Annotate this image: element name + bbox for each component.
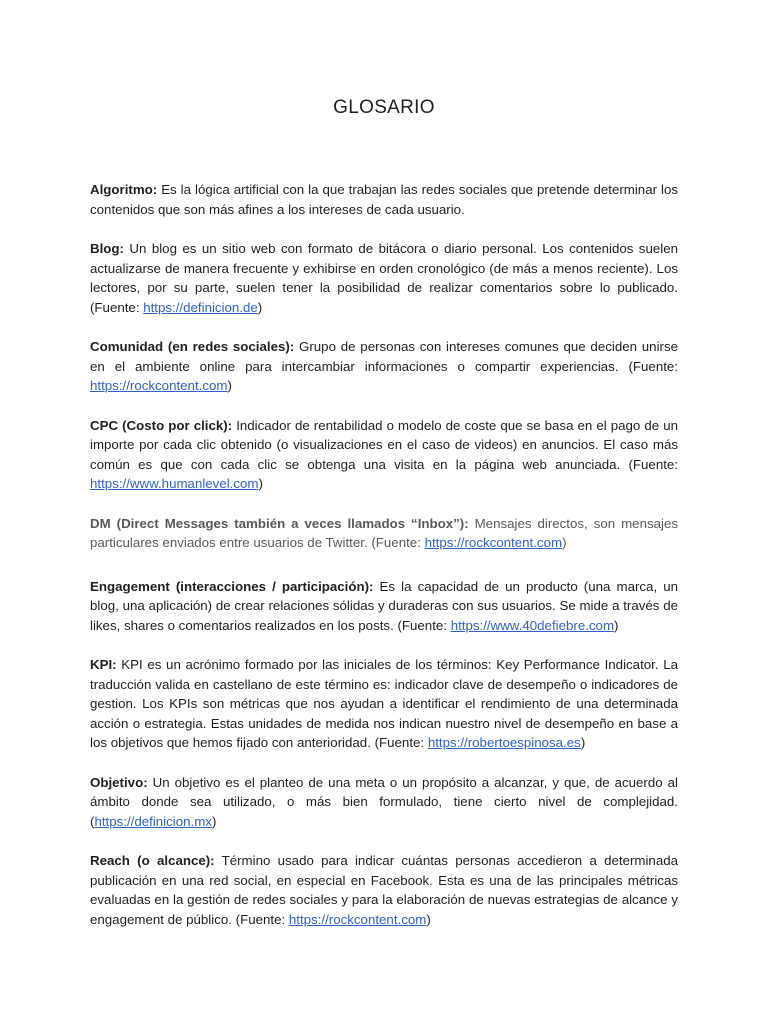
glossary-definition: Es la lógica artificial con la que trabajan las redes sociales que pretende determinar los contenidos que son más afines a los intereses de cada usuario. <box>90 182 678 217</box>
source-link[interactable]: https://rockcontent.com <box>288 911 427 927</box>
glossary-entry-kpi <box>90 655 678 753</box>
source-prefix: (Fuente: <box>231 911 289 927</box>
source-link[interactable]: https://definicion.de <box>143 299 258 315</box>
glossary-definition: Indicador de rentabilidad o modelo de coste que se basa en el pago de un importe por cada clic obtenido (o visualizaciones en el caso de videos) en anuncios. El caso más común es que con cada clic se obtenga una visita en la página web anunciada. <box>90 417 678 472</box>
source-link[interactable]: https://rockcontent.com <box>90 378 228 393</box>
glossary-definition: Término usado para indicar cuántas personas accedieron a determinada publicación en una red social, en especial en Facebook. Esta es una de las principales métricas evaluadas en la gestión de redes sociales y para la elaboración de nuevas estrategias de alcance y engagement de público. <box>90 853 679 927</box>
glossary-entry-dm <box>90 514 678 553</box>
source-prefix: (Fuente: <box>620 456 679 472</box>
source-prefix: (Fuente: <box>370 735 428 750</box>
source-suffix: ) <box>257 299 263 315</box>
source-suffix: ) <box>614 617 619 633</box>
glossary-term: Comunidad (en redes sociales): <box>90 339 295 354</box>
source-suffix: ) <box>562 535 567 550</box>
glossary-definition: Es la capacidad de un producto (una marca, un blog, una aplicación) de crear relaciones sólidas y duraderas con sus usuarios. Se mide a través de likes, shares o comentarios realizados en los posts. <box>90 578 678 633</box>
glossary-definition: Un objetivo es el planteo de una meta o un propósito a alcanzar, y que, de acuerdo al ámbito donde sea utilizado, o más bien formulado, tiene cierto nivel de complejidad. <box>90 774 678 809</box>
glossary-entry-blog <box>90 239 678 317</box>
source-link[interactable]: https://robertoespinosa.es <box>427 735 581 750</box>
glossary-entry-objetivo <box>90 773 678 832</box>
glossary-term: Blog: <box>90 241 124 256</box>
glossary-definition: KPI es un acrónimo formado por las iniciales de los términos: Key Performance Indicator. La traducción valida en castellano de este término es: indicador clave de desempeño o indicadores de gestion. Los KPIs son métricas que nos ayudan a identificar el rendimiento de una determinada acción o estrategia. Estas unidades de medida nos indican nuestro nivel de desempeño en base a los objetivos que hemos fijado con anterioridad. <box>90 657 678 750</box>
glossary-entry-algoritmo <box>90 180 678 219</box>
source-suffix: ) <box>426 911 431 927</box>
glossary-term: Reach (o alcance): <box>90 853 215 868</box>
source-prefix: (Fuente: <box>90 299 144 315</box>
source-prefix: (Fuente: <box>618 358 678 374</box>
glossary-definition: Grupo de personas con intereses comunes que deciden unirse en el ambiente online para intercambiar informaciones o compartir experiencias. <box>90 339 678 374</box>
source-suffix: ) <box>580 735 586 750</box>
glossary-list <box>90 180 678 929</box>
glossary-entry-engagement <box>90 577 678 636</box>
source-link[interactable]: https://www.40defiebre.com <box>450 617 615 633</box>
glossary-term: CPC (Costo por click): <box>90 417 233 433</box>
glossary-definition: Mensajes directos, son mensajes particulares enviados entre usuarios de Twitter. <box>90 515 679 550</box>
source-link[interactable]: https://definicion.mx <box>94 813 212 829</box>
source-link[interactable]: https://rockcontent.com <box>424 535 563 550</box>
source-suffix: ) <box>227 378 232 393</box>
source-prefix: (Fuente: <box>367 535 425 550</box>
glossary-term: KPI: <box>90 657 117 672</box>
page-title: GLOSARIO <box>333 97 435 118</box>
glossary-term: Algoritmo: <box>90 182 158 197</box>
glossary-entry-reach <box>90 851 678 929</box>
source-prefix: (Fuente: <box>393 617 451 633</box>
source-prefix: ( <box>90 813 95 829</box>
glossary-entry-comunidad <box>90 337 678 396</box>
source-suffix: ) <box>258 476 263 491</box>
glossary-term: Engagement (interacciones / participación): <box>90 578 374 594</box>
glossary-definition: Un blog es un sitio web con formato de bitácora o diario personal. Los contenidos suelen actualizarse de manera frecuente y exhibirse en orden cronológico (de más a menos reciente). Los lectores, por su parte, suelen tener la posibilidad de realizar comentarios sobre lo publicado. <box>90 241 678 295</box>
glossary-term: Objetivo: <box>90 774 148 790</box>
source-suffix: ) <box>211 813 217 829</box>
source-link[interactable]: https://www.humanlevel.com <box>90 476 259 491</box>
glossary-entry-cpc <box>90 416 678 494</box>
glossary-term: DM (Direct Messages también a veces llamados “Inbox”): <box>90 515 469 531</box>
